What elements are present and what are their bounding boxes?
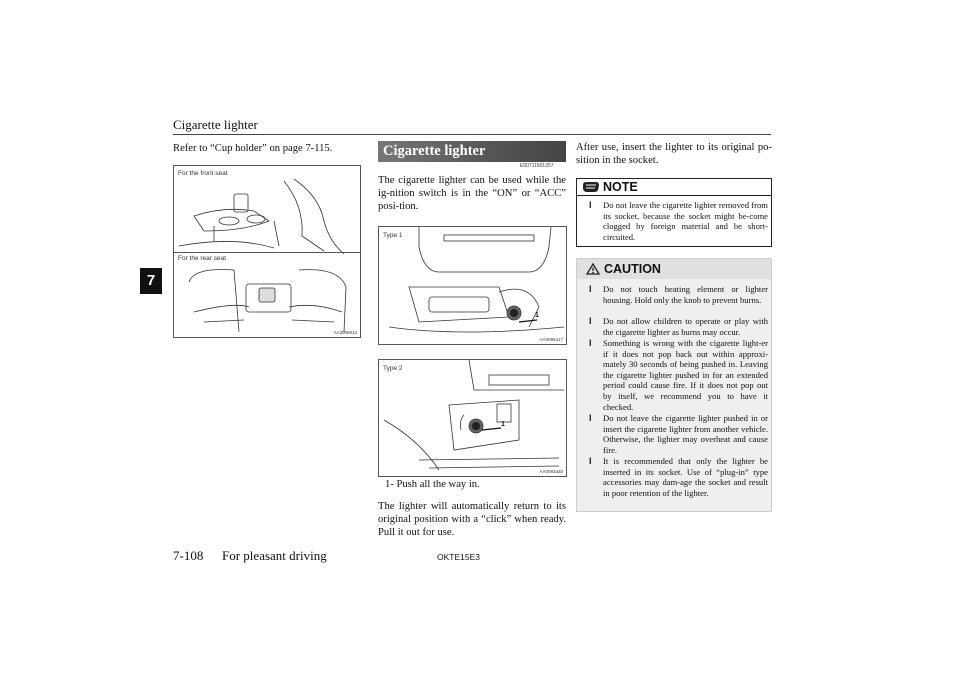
note-title: NOTE xyxy=(603,180,638,194)
front-console-illustration xyxy=(174,176,360,256)
rear-seat-caption: For the rear seat xyxy=(178,255,227,262)
document-code: OKTE15E3 xyxy=(437,552,480,562)
bullet-icon: l xyxy=(589,284,592,294)
bullet-icon: l xyxy=(589,456,592,466)
bullet-icon: l xyxy=(589,413,592,423)
type2-illustration xyxy=(379,360,566,476)
type2-code: AA0093420 xyxy=(539,469,563,474)
type2-caption: Type 2 xyxy=(383,365,403,372)
figure-legend: 1- Push all the way in. xyxy=(385,479,480,490)
bullet-icon: l xyxy=(589,200,592,210)
bullet-icon: l xyxy=(589,316,592,326)
section-code: E00711501257 xyxy=(520,163,554,169)
caution-header xyxy=(577,259,771,279)
page-number: 7-108 xyxy=(173,548,204,563)
bullet-icon: l xyxy=(589,338,592,348)
type2-figure xyxy=(378,359,567,477)
intro-paragraph: The cigarette lighter can be used while the ig-nition switch is in the “ON” or “ACC” posi-tion. xyxy=(378,175,566,213)
after-use-paragraph: After use, insert the lighter to its original po-sition in the socket. xyxy=(576,142,772,167)
front-seat-caption: For the front seat xyxy=(178,170,228,177)
type2-callout: 1 xyxy=(501,421,505,428)
caution-box xyxy=(576,258,772,512)
caution-item: l Do not leave the cigarette lighter pushed in or insert the cigarette lighter from another vehicle. Otherwise, the lighter may overheat and cause fire. xyxy=(589,413,768,455)
type1-caption: Type 1 xyxy=(383,232,403,239)
note-item: l Do not leave the cigarette lighter removed from its socket, because the socket might be-come clogged by foreign material and be short-circuited. xyxy=(589,200,768,242)
section-title: Cigarette lighter xyxy=(378,141,566,162)
caution-title: CAUTION xyxy=(604,262,661,276)
note-box xyxy=(576,178,772,247)
figure-code: AA3006913 xyxy=(333,330,357,335)
cup-holder-figure xyxy=(173,165,361,338)
caution-item: l Do not touch heating element or lighter housing. Hold only the knob to prevent burns. xyxy=(589,284,768,305)
caution-item: l It is recommended that only the lighter be inserted in its socket. Use of “plug-in” type accessories may dam-age the socket and result in poor retention of the lighter. xyxy=(589,456,768,498)
figure-divider xyxy=(174,252,360,253)
chapter-tab[interactable]: 7 xyxy=(140,268,162,294)
type1-figure xyxy=(378,226,567,345)
footer-section: For pleasant driving xyxy=(222,548,327,563)
caution-item: l Do not allow children to operate or play with the cigarette lighter as burns may occur. xyxy=(589,316,768,337)
return-paragraph: The lighter will automatically return to its original position with a “click” when ready. Pull it out for use. xyxy=(378,501,566,539)
type1-callout: 1 xyxy=(535,312,539,319)
note-header xyxy=(577,179,771,196)
type1-code: AA0095417 xyxy=(539,337,563,342)
cup-holder-reference: Refer to “Cup holder” on page 7-115. xyxy=(173,143,333,154)
rear-armrest-illustration xyxy=(174,262,360,336)
header-rule xyxy=(173,134,771,135)
page-header-title: Cigarette lighter xyxy=(173,117,258,132)
note-hand-icon xyxy=(582,181,600,193)
type1-illustration xyxy=(379,227,566,344)
caution-item: l Something is wrong with the cigarette light-er if it does not pop back out within approxi-mately 30 seconds of being pushed in. Leaving the cigarette lighter pushed in for an extended period could cause fire. If it does not pop out by itself, we recommend you to have it checked. xyxy=(589,338,768,412)
warning-triangle-icon xyxy=(586,263,600,275)
